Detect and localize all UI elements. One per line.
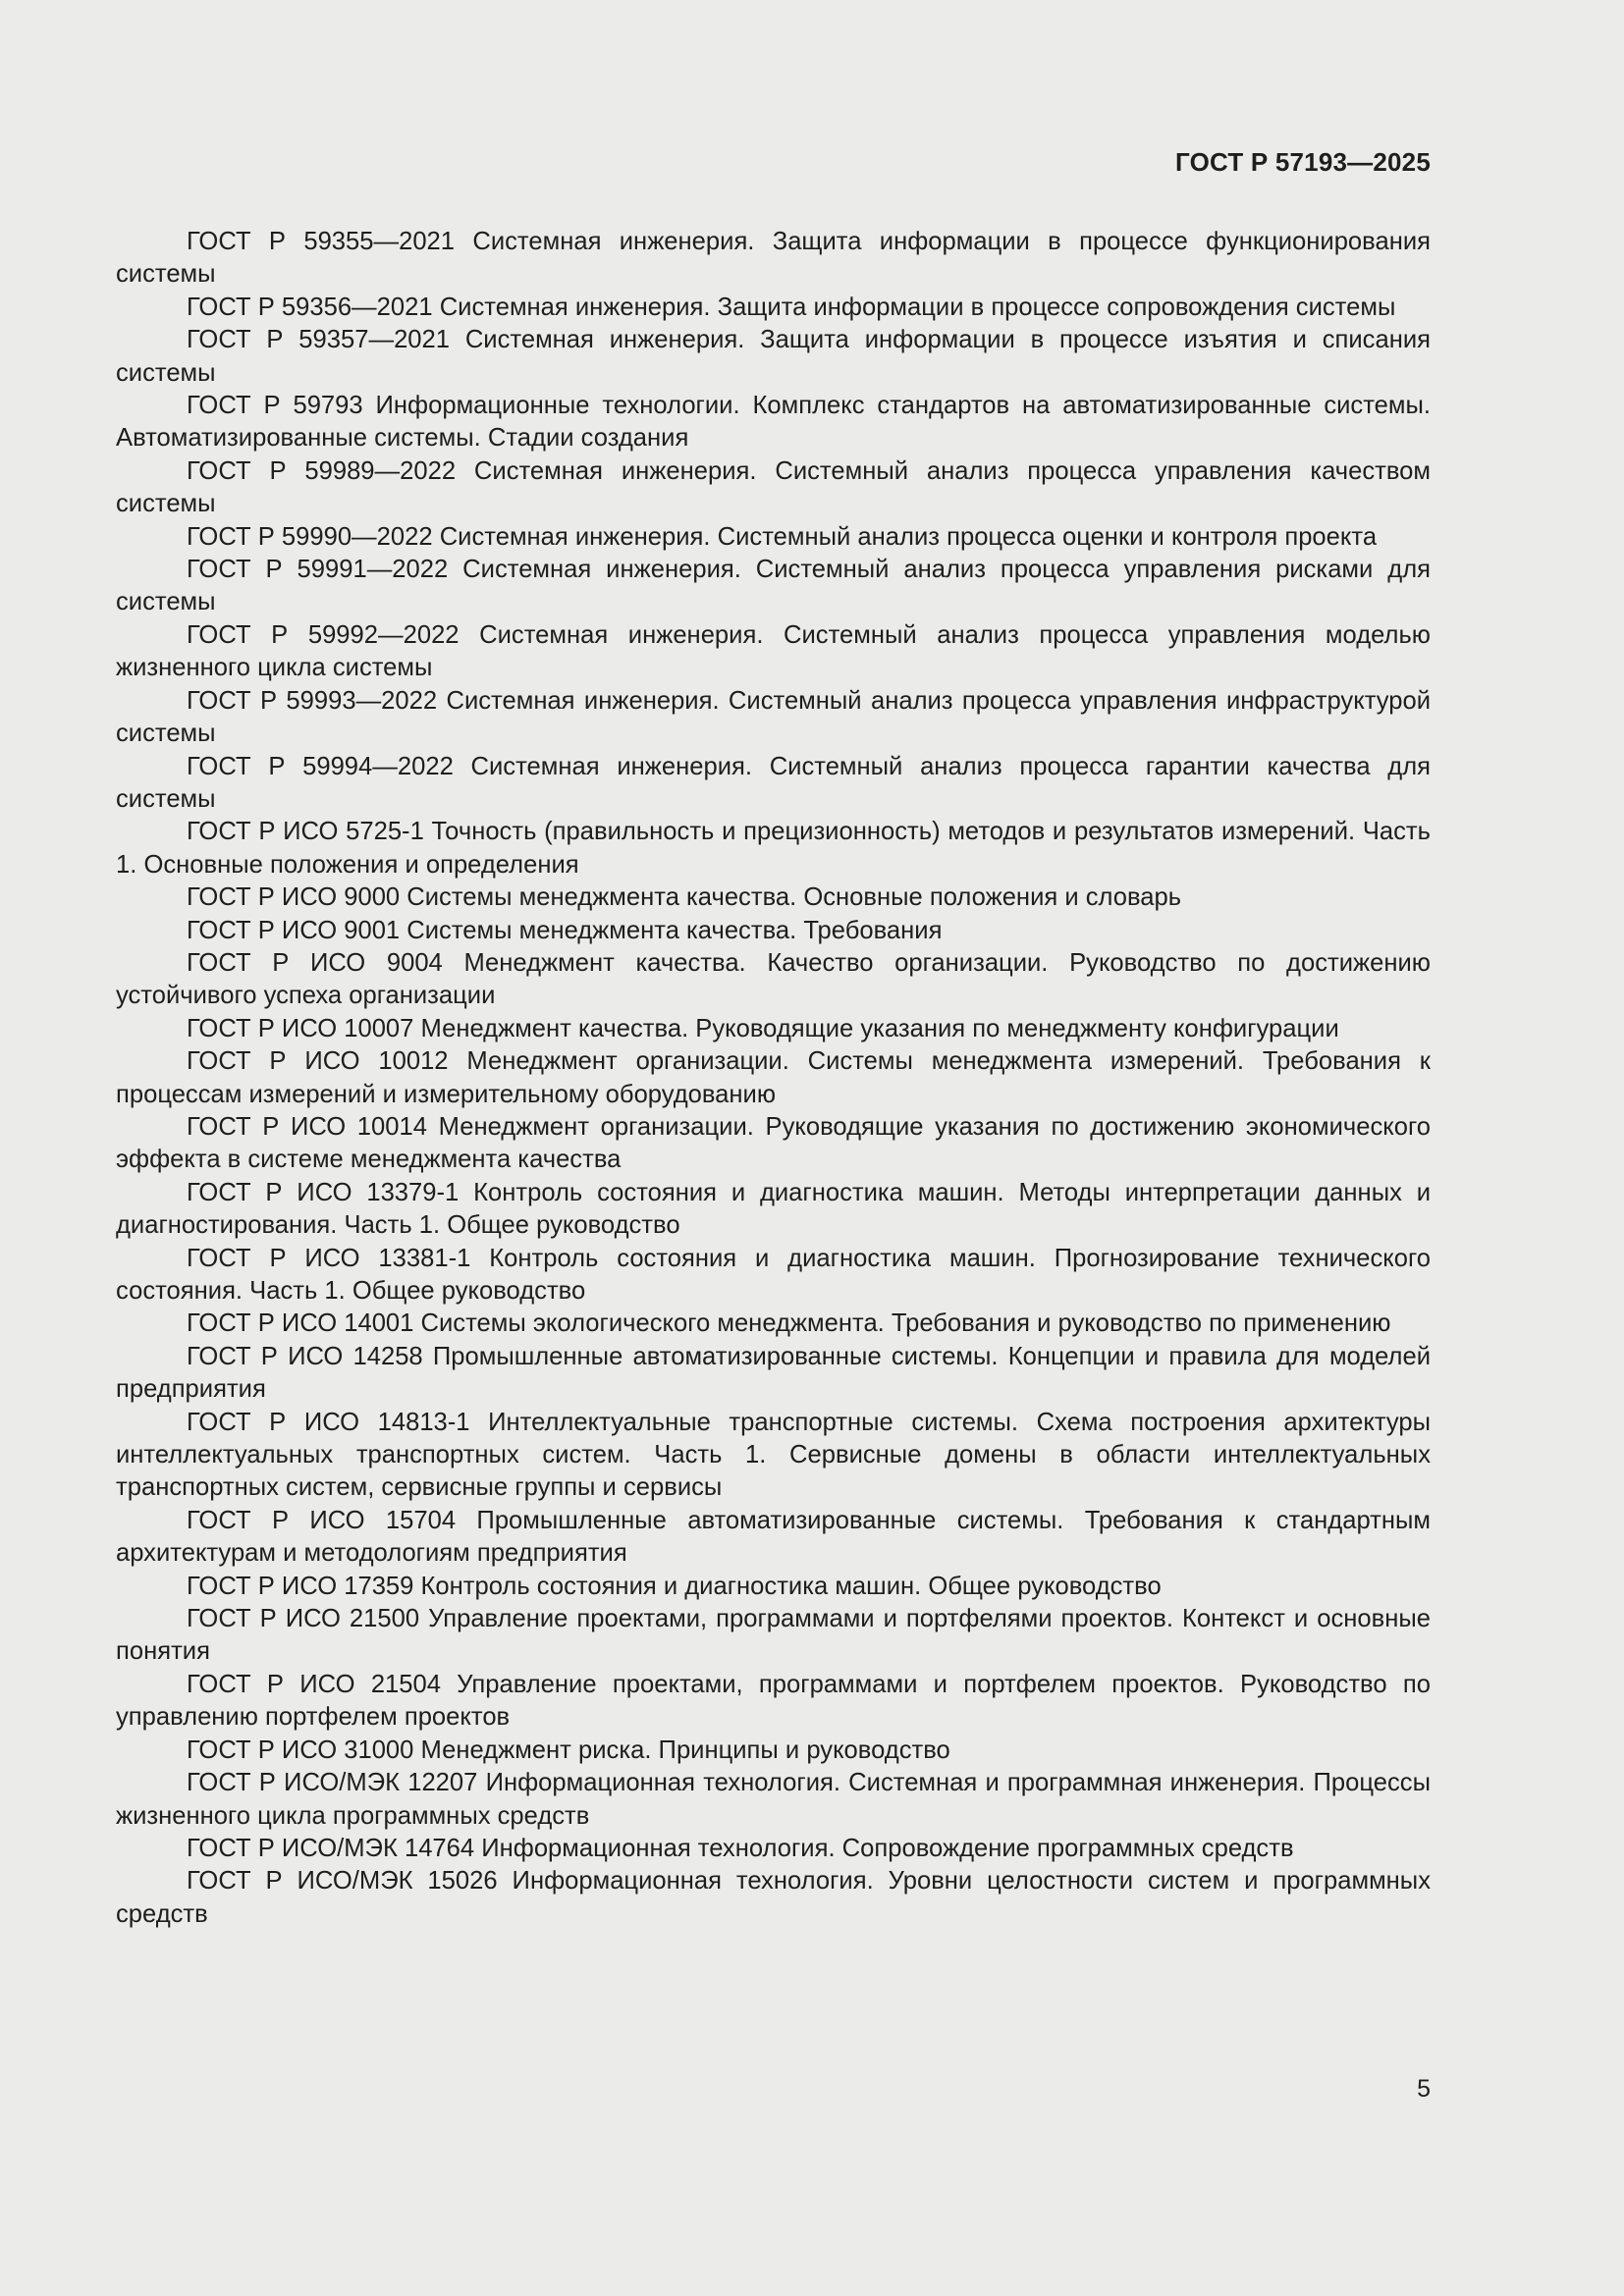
document-header: ГОСТ Р 57193—2025 bbox=[1175, 147, 1431, 177]
reference-item: ГОСТ Р ИСО 9004 Менеджмент качества. Качество организации. Руководство по достижению устойчивого успеха организации bbox=[116, 948, 1431, 1010]
reference-item: ГОСТ Р ИСО 13379-1 Контроль состояния и диагностика машин. Методы интерпретации данных и диагностирования. Часть 1. Общее руководство bbox=[116, 1178, 1431, 1240]
reference-item: ГОСТ Р ИСО/МЭК 14764 Информационная технология. Сопровождение программных средств bbox=[187, 1834, 1294, 1862]
reference-item: ГОСТ Р 59990—2022 Системная инженерия. Системный анализ процесса оценки и контроля проекта bbox=[187, 522, 1378, 551]
reference-item: ГОСТ Р 59993—2022 Системная инженерия. Системный анализ процесса управления инфраструктурой системы bbox=[116, 686, 1431, 748]
reference-item: ГОСТ Р 59994—2022 Системная инженерия. Системный анализ процесса гарантии качества для системы bbox=[116, 752, 1431, 813]
reference-item: ГОСТ Р ИСО 31000 Менеджмент риска. Принципы и руководство bbox=[187, 1735, 950, 1764]
reference-item: ГОСТ Р 59793 Информационные технологии. Комплекс стандартов на автоматизированные системы. Автоматизированные системы. Стадии создания bbox=[116, 392, 1431, 453]
reference-list bbox=[116, 226, 1431, 1931]
reference-item: ГОСТ Р ИСО 14813-1 Интеллектуальные транспортные системы. Схема построения архитектуры интеллектуальных транспортных систем. Часть 1. Сервисные домены в области интеллектуальных транспортных систем, сервисные группы и сервисы bbox=[116, 1408, 1431, 1502]
reference-item: ГОСТ Р 59357—2021 Системная инженерия. Защита информации в процессе изъятия и списания системы bbox=[116, 326, 1431, 387]
reference-item: ГОСТ Р ИСО 13381-1 Контроль состояния и диагностика машин. Прогнозирование технического состояния. Часть 1. Общее руководство bbox=[116, 1244, 1431, 1305]
reference-item: ГОСТ Р ИСО/МЭК 12207 Информационная технология. Системная и программная инженерия. Процессы жизненного цикла программных средств bbox=[116, 1769, 1431, 1830]
reference-item: ГОСТ Р ИСО 21504 Управление проектами, программами и портфелем проектов. Руководство по управлению портфелем проектов bbox=[116, 1670, 1431, 1732]
reference-item: ГОСТ Р ИСО 9001 Системы менеджмента качества. Требования bbox=[187, 916, 943, 944]
reference-item: ГОСТ Р ИСО 10012 Менеджмент организации. Системы менеджмента измерений. Требования к процессам измерений и измерительному оборудованию bbox=[116, 1047, 1431, 1108]
reference-item: ГОСТ Р 59989—2022 Системная инженерия. Системный анализ процесса управления качеством системы bbox=[116, 456, 1431, 518]
reference-item: ГОСТ Р ИСО 10014 Менеджмент организации. Руководящие указания по достижению экономического эффекта в системе менеджмента качества bbox=[116, 1112, 1431, 1174]
reference-item: ГОСТ Р 59991—2022 Системная инженерия. Системный анализ процесса управления рисками для системы bbox=[116, 556, 1431, 616]
reference-item: ГОСТ Р ИСО 5725-1 Точность (правильность и прецизионность) методов и результатов измерений. Часть 1. Основные положения и определения bbox=[116, 818, 1431, 879]
reference-item: ГОСТ Р ИСО 14258 Промышленные автоматизированные системы. Концепции и правила для моделей предприятия bbox=[116, 1342, 1431, 1404]
reference-item: ГОСТ Р 59355—2021 Системная инженерия. Защита информации в процессе функционирования системы bbox=[116, 228, 1431, 289]
reference-item: ГОСТ Р 59356—2021 Системная инженерия. Защита информации в процессе сопровождения системы bbox=[187, 293, 1396, 321]
reference-item: ГОСТ Р 59992—2022 Системная инженерия. Системный анализ процесса управления моделью жизненного цикла системы bbox=[116, 620, 1431, 682]
reference-item: ГОСТ Р ИСО 21500 Управление проектами, программами и портфелями проектов. Контекст и основные понятия bbox=[116, 1605, 1431, 1666]
reference-item: ГОСТ Р ИСО 10007 Менеджмент качества. Руководящие указания по менеджменту конфигурации bbox=[187, 1014, 1339, 1042]
reference-item: ГОСТ Р ИСО 15704 Промышленные автоматизированные системы. Требования к стандартным архитектурам и методологиям предприятия bbox=[116, 1506, 1431, 1568]
page-number: 5 bbox=[1417, 2075, 1431, 2103]
reference-item: ГОСТ Р ИСО 17359 Контроль состояния и диагностика машин. Общее руководство bbox=[187, 1572, 1162, 1600]
reference-item: ГОСТ Р ИСО 14001 Системы экологического менеджмента. Требования и руководство по применению bbox=[187, 1309, 1391, 1338]
reference-item: ГОСТ Р ИСО 9000 Системы менеджмента качества. Основные положения и словарь bbox=[187, 883, 1182, 912]
reference-item: ГОСТ Р ИСО/МЭК 15026 Информационная технология. Уровни целостности систем и программных средств bbox=[116, 1867, 1431, 1928]
